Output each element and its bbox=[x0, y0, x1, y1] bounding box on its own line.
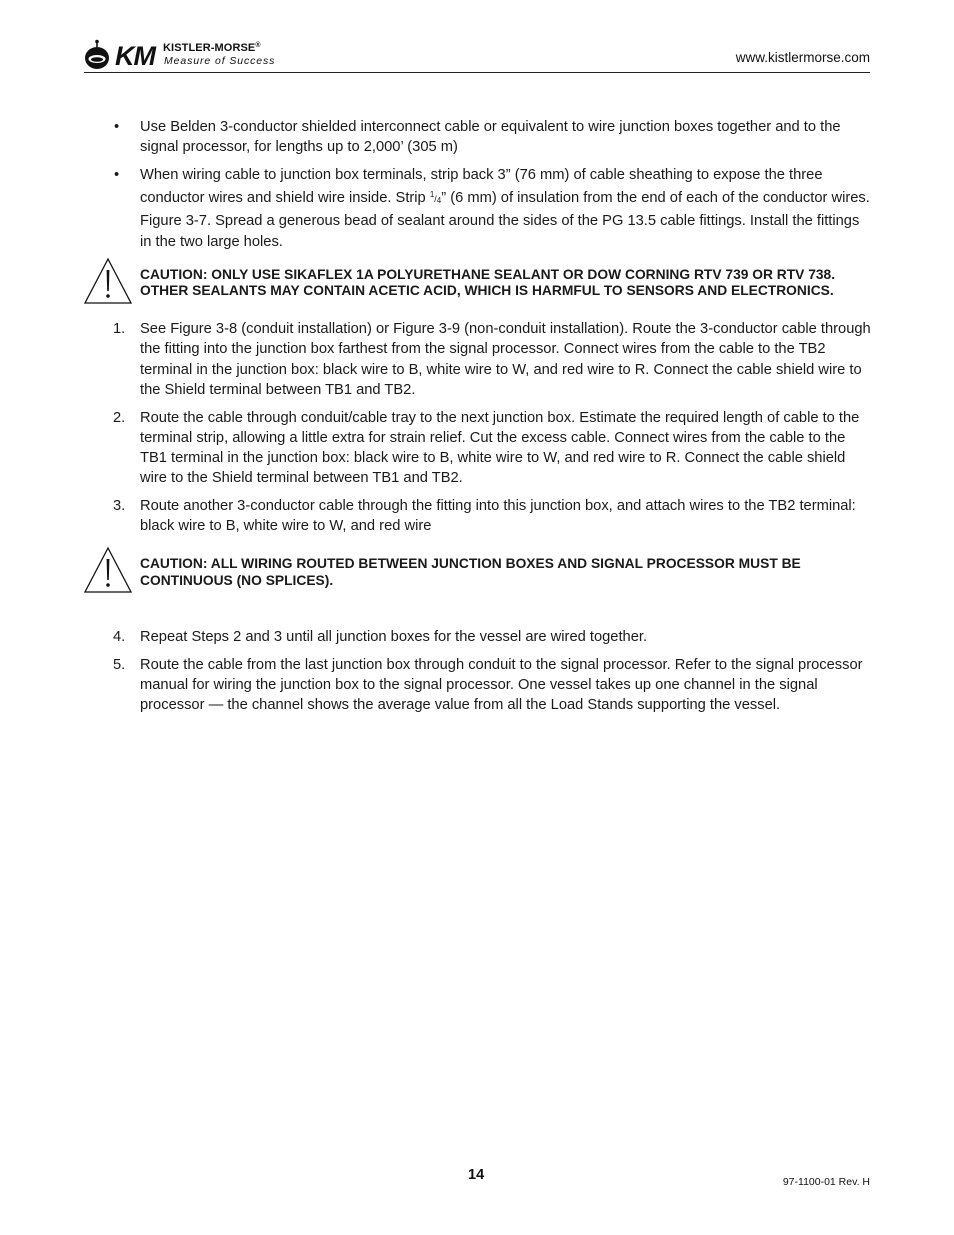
bullet-marker: • bbox=[114, 119, 120, 135]
bullet-item bbox=[113, 117, 873, 157]
document-revision: 97-1100-01 Rev. H bbox=[782, 1176, 870, 1188]
bullet-marker: • bbox=[114, 167, 120, 183]
brand-name-text: KISTLER-MORSE bbox=[163, 42, 256, 54]
bullet-text-start: When wiring cable to junction box terminals, strip back 3” (76 mm) of cable sheathing to expose the three conductor wires and shield wire inside. Strip bbox=[140, 167, 823, 207]
step-text: Repeat Steps 2 and 3 until all junction boxes for the vessel are wired together. bbox=[140, 628, 648, 645]
step-text: Route the cable from the last junction box through conduit to the signal processor. Refer to the signal processor manual for wiring the junction box to the signal processor. One vessel takes up one channel in the signal processor — the channel shows the average value from all the Load Stands supporting the vessel. bbox=[140, 656, 863, 714]
page-content bbox=[113, 117, 873, 723]
brand-name bbox=[163, 42, 261, 54]
caution-text: CAUTION: ONLY USE SIKAFLEX 1A POLYURETHANE SEALANT OR DOW CORNING RTV 739 OR RTV 738. OTHER SEALANTS MAY CONTAIN ACETIC ACID, WHICH IS HARMFUL TO SENSORS AND ELECTRONICS. bbox=[140, 266, 836, 299]
step-item bbox=[113, 627, 873, 647]
page-header bbox=[84, 36, 870, 73]
step-text: Route another 3-conductor cable through the fitting into this junction box, and attach wires to the TB2 terminal: black wire to B, white wire to W, and red wire bbox=[140, 498, 856, 535]
bullet-text: Use Belden 3-conductor shielded interconnect cable or equivalent to wire junction boxes together and to the signal processor, for lengths up to 2,000’ (305 m) bbox=[140, 119, 841, 156]
page-number: 14 bbox=[468, 1167, 485, 1183]
step-item bbox=[113, 655, 873, 716]
fraction-quarter: $^1/_4$ bbox=[429, 190, 442, 206]
warning-triangle-icon bbox=[84, 257, 134, 305]
step-item bbox=[113, 408, 873, 489]
km-logo-mark-icon bbox=[84, 38, 114, 72]
brand-tagline: Measure of Success bbox=[164, 55, 276, 67]
registered-mark: ® bbox=[255, 42, 261, 49]
step-text: See Figure 3-8 (conduit installation) or Figure 3-9 (non-conduit installation). Route the 3-conductor cable through the fitting into the junction box farthest from the signal processor. Connect wires from the cable to the TB2 terminal in the junction box: black wire to B, white wire to W, and red wire to R. Connect the cable shield wire to the Shield terminal between TB1 and TB2. bbox=[140, 321, 871, 398]
bullet-text-end: ” (6 mm) of insulation from the end of each of the conductor wires. Figure 3-7. Spread a generous bead of sealant around the sides of the PG 13.5 cable fittings. Install the fittings in the two large holes. bbox=[140, 190, 870, 250]
step-number: 1. bbox=[113, 321, 126, 338]
step-number: 5. bbox=[113, 656, 126, 673]
step-number: 4. bbox=[113, 628, 126, 645]
step-number: 3. bbox=[113, 498, 126, 515]
step-text: Route the cable through conduit/cable tray to the next junction box. Estimate the required length of cable to the terminal strip, allowing a little extra for strain relief. Cut the excess cable. Connect wires from the cable to the TB1 terminal in the junction box: black wire to B, white wire to W, and red wire to R. Connect the cable shield wire to the Shield terminal between TB1 and TB2. bbox=[140, 409, 860, 487]
fraction-numerator: 1 bbox=[429, 190, 435, 200]
step-number: 2. bbox=[113, 409, 126, 426]
caution-notice bbox=[113, 556, 873, 588]
caution-notice bbox=[113, 267, 873, 299]
step-item bbox=[113, 319, 873, 400]
brand-initials: KM bbox=[115, 41, 155, 71]
warning-triangle-icon bbox=[84, 546, 134, 594]
fraction-denominator: 4 bbox=[436, 196, 442, 206]
bullet-item bbox=[113, 165, 873, 252]
website-url: www.kistlermorse.com bbox=[735, 50, 870, 65]
caution-text: CAUTION: ALL WIRING ROUTED BETWEEN JUNCTION BOXES AND SIGNAL PROCESSOR MUST BE CONTINUOUS (NO SPLICES). bbox=[140, 556, 801, 588]
step-item bbox=[113, 496, 873, 536]
